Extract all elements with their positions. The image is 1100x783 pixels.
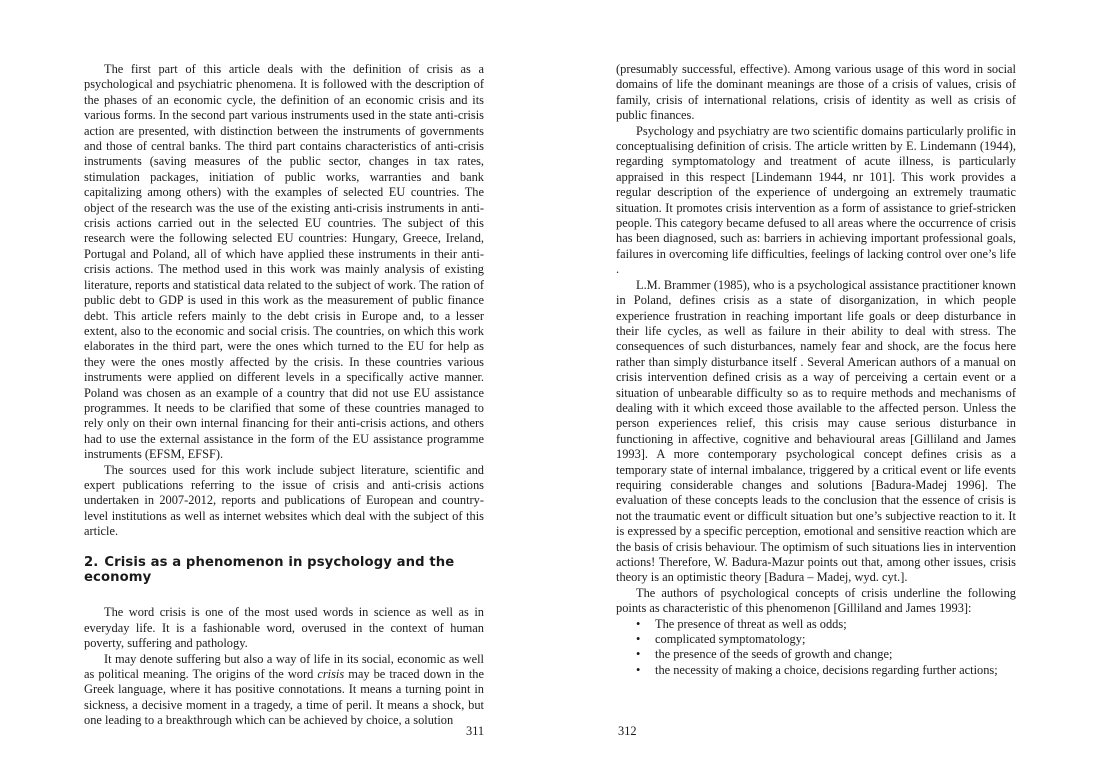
page-number-left: 311 [466,724,485,738]
section-title: Crisis as a phenomenon in psychology and the economy [84,554,455,585]
list-item: • complicated symptomatology; [636,632,806,647]
brammer-paragraph: L.M. Brammer (1985), who is a psychological assistance practitioner known in Poland, defines crisis as a state of disorganization, in which people experience frustration in reaching important life goals or deep disturbance in their life cycles, as well as failure in their ability to deal with stress. The consequences of such disturbances, namely fear and shock, are the focus here rather than simply disturbance itself . Several American authors of a manual on crisis intervention defined crisis as a way of perceiving a certain event or a situation of unbearable difficulty so as to require methods and mechanisms of dealing with it which exceed those available to the affected person. Unless the person experiences relief, this crisis may cause serious disturbance in functioning in affective, cognitive and behavioural areas [Gilliland and James 1993]. A more contemporary psychological concept defines crisis as a temporary state of internal imbalance, triggered by a critical event or life events requiring considerable changes and solutions [Badura-Madej 1996]. The evaluation of these concepts leads to the conclusion that the essence of crisis is not the traumatic event or difficult situation but one’s subjective reaction to it. It is expressed by a specific perception, emotional and sensitive reaction which are the basis of crisis behaviour. The optimism of such situations lies in intervention actions! Therefore, W. Badura-Mazur points out that, among other issues, crisis theory is an optimistic theory [Badura – Madej, wyd. cyt.]. [616,277,1016,585]
bullet-icon: • [636,647,641,662]
characteristics-list [616,617,1016,679]
section-number: 2. [84,554,99,570]
continuation-paragraph: (presumably successful, effective). Among various usage of this word in social domains of life the dominant meanings are those of a crisis of values, crisis of family, crisis of international relations, crisis of identity as well as crisis of public finances. [616,62,1016,123]
sources-paragraph: The sources used for this work include subject literature, scientific and expert publications referring to the issue of crisis and anti-crisis actions undertaken in 2007-2012, reports and publications of European and country-level institutions as well as internet websites which deal with the subject of this article. [84,462,484,539]
bullet-icon: • [636,662,641,677]
bullet-icon: • [636,616,641,631]
bullet-icon: • [636,632,641,647]
psychology-paragraph: Psychology and psychiatry are two scientific domains particularly prolific in conceptualising definition of crisis. The article written by E. Lindemann (1944), regarding symptomatology and treatment of acute illness, is particularly appraised in this respect [Lindemann 1944, nr 101]. This work provides a regular description of the experience of undergoing an extremely traumatic situation. It promotes crisis intervention as a form of assistance to grief-stricken people. This category became defused to all areas where the occurrence of crisis has been diagnosed, such as: barriers in achieving important professional goals, failures in overcoming life difficulties, feelings of lacking control over one’s life . [616,123,1016,277]
meaning-text-part1: It may denote suffering but also a way of life in its social, economic as well as political meaning. The origins of the word [84,651,484,682]
list-item: • the presence of the seeds of growth and change; [636,647,893,662]
list-item: • The presence of threat as well as odds; [636,616,847,631]
word-crisis-paragraph: The word crisis is one of the most used words in science as well as in everyday life. It is a fashionable word, overused in the context of human poverty, suffering and pathology. [84,605,484,651]
intro-paragraph: The first part of this article deals with the definition of crisis as a psychological and psychiatric phenomena. It is followed with the description of the phases of an economic cycle, the definition of an economic crisis and its various forms. In the second part various instruments used in the state anti-crisis action are presented, with distinction between the instruments of governments and those of central banks. The third part contains characteristics of anti-crisis instruments (saving measures of the public sector, changes in tax rates, stimulation packages, initiation of public works, warranties and bank capitalizing among others) with the examples of selected EU countries. The object of the research was the use of the existing anti-crisis instruments in anti-crisis actions carried out in the selected EU countries. The subject of this research were the following selected EU countries: Hungary, Greece, Ireland, Portugal and Poland, all of which have applied these instruments in their anti-crisis actions. The method used in this work was mainly analysis of existing literature, reports and statistical data related to the subject of work. The ration of public debt to GDP is used in this work as the measurement of public finance debt. This article refers mainly to the debt crisis in Europe and, to a lesser extent, also to the economic and social crisis. The countries, on which this work elaborates in the third part, were the ones which turned to the EU for help as they were the ones mostly affected by the crisis. In these countries various instruments were applied on different levels in a specifically active manner. Poland was chosen as an example of a country that did not use EU assistance programmes. It needs to be clarified that some of these countries managed to rely only on their own internal financing for their anti-crisis actions, and others had to use the external assistance in the form of the EU assistance programme instruments (EFSM, EFSF). [84,62,484,462]
list-item: • the necessity of making a choice, decisions regarding further actions; [636,662,998,677]
left-page [84,62,484,729]
right-page [616,62,1016,678]
meaning-paragraph [84,652,484,729]
meaning-text-italic: crisis [317,667,345,682]
page-number-right: 312 [618,724,637,738]
section-heading [84,555,484,586]
authors-paragraph: The authors of psychological concepts of crisis underline the following points as characteristic of this phenomenon [Gilliland and James 1993]: [616,585,1016,616]
meaning-text-part2: may be traced down in the Greek language, where it has positive connotations. It means a turning point in sickness, a decisive moment in a tragedy, a time of peril. It means a shock, but one leading to a breakthrough which can be achieved by choice, a solution [84,667,485,728]
